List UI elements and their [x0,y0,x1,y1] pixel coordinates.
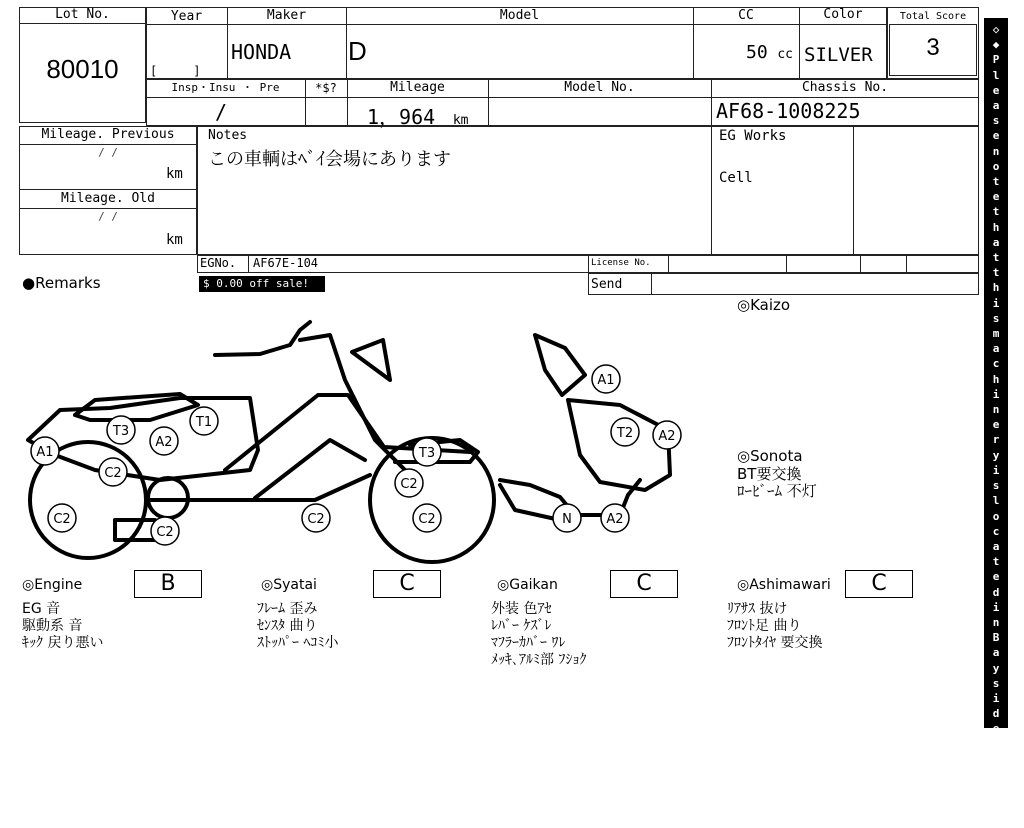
egno-label: EGNo. [200,256,237,270]
cc-number: 50 [746,42,768,63]
mark-a1-left [31,437,59,465]
mileage-previous-unit: km [166,166,183,182]
svg-text:A1: A1 [36,445,54,460]
gaikan-grade: C [610,570,678,598]
syatai-line-3: ｽﾄｯﾊﾟｰ ﾍｺﾐ小 [257,635,339,651]
mark-c2-a [99,458,127,486]
model-no-label: Model No. [564,80,635,95]
svg-text:A1: A1 [597,373,615,388]
engine-line-3: ｷｯｸ 戻り悪い [22,635,104,651]
mark-c2-f [413,504,441,532]
syatai-line-2: ｾﾝｽﾀ 曲り [257,618,318,634]
mileage-old-date: / / [98,210,118,223]
ashimawari-line-1: ﾘｱｻｽ 抜け [727,601,788,617]
mileage-previous-label: Mileage. Previous [41,127,175,142]
notes-label: Notes [208,128,248,143]
eg-works-label: EG Works [719,128,787,144]
ashimawari-grade: C [845,570,913,598]
sonota-label: ◎Sonota [737,447,803,465]
syatai-label: ◎Syatai [261,577,317,593]
model-value: D [348,36,367,66]
syatai-grade: C [373,570,441,598]
svg-text:A2: A2 [658,429,676,444]
mark-t1 [190,407,218,435]
gaikan-line-4: ﾒｯｷ､ｱﾙﾐ部 ﾌｼｮｸ [491,652,587,668]
ashimawari-line-3: ﾌﾛﾝﾄﾀｲﾔ 要交換 [727,635,823,651]
sale-badge: $ 0.00 off sale! [199,276,325,292]
color-label: Color [823,7,863,22]
cc-label: CC [738,8,754,23]
headlight [352,340,390,380]
total-score-label: Total Score [899,11,967,22]
maker-value: HONDA [231,40,292,64]
gaikan-line-1: 外装 色ｱｾ [491,601,552,617]
mileage-unit: km [452,113,469,128]
mark-t3-left [107,416,135,444]
svg-text:C2: C2 [53,512,71,527]
svg-text:C2: C2 [307,512,325,527]
kaizo-label: ◎Kaizo [737,296,791,314]
handlebar [215,322,310,355]
mark-c2-b [48,504,76,532]
maker-label: Maker [266,8,307,23]
svg-text:A2: A2 [155,435,173,450]
mileage-label: Mileage [390,80,445,95]
side-note-text: ◇◆Please note that this machinery is located in Bayside Yard◇◆ [992,23,1000,827]
mark-c2-e [395,469,423,497]
mark-t2 [611,418,639,446]
cc-unit: cc [777,47,793,62]
mark-c2-c [151,517,179,545]
mark-a2-right [653,421,681,449]
lot-number: 80010 [46,54,119,84]
notes-text: この車輌はﾍﾞｲ会場にあります [208,149,451,170]
send-label: Send [591,277,623,292]
rear-body [28,398,258,480]
insp-label: Insp・Insu ・ Pre [171,81,280,94]
svg-text:C2: C2 [156,525,174,540]
mark-t3-right [413,438,441,466]
engine-line-2: 駆動系 音 [22,618,83,634]
egno-value: AF67E-104 [253,256,319,270]
model-label: Model [499,8,540,23]
dollar-label: *$? [315,81,337,95]
svg-text:C2: C2 [418,512,436,527]
insp-value: / [215,100,228,124]
front-view-top [535,335,585,395]
chassis-label: Chassis No. [801,80,889,95]
color-value: SILVER [804,44,873,66]
engine-line-1: EG 音 [22,601,61,617]
mark-c2-d [302,504,330,532]
svg-text:C2: C2 [104,466,122,481]
ashimawari-line-2: ﾌﾛﾝﾄ足 曲り [727,618,802,634]
year-label: Year [170,9,203,24]
svg-text:C2: C2 [400,477,418,492]
syatai-line-1: ﾌﾚｰﾑ 歪み [257,601,318,617]
mark-a1-right [592,365,620,393]
mileage-previous-date: / / [98,146,118,159]
engine-grade: B [134,570,202,598]
frame-lower [255,440,365,498]
mileage-old-unit: km [166,232,183,248]
total-score-value: 3 [926,34,940,61]
gaikan-line-3: ﾏﾌﾗｰｶﾊﾞｰ ﾜﾚ [491,635,566,651]
mileage-number: 1，964 [367,105,436,129]
year-value: [ ] [150,64,201,78]
sonota-line-2: ﾛｰﾋﾞｰﾑ 不灯 [737,482,817,500]
ashimawari-label: ◎Ashimawari [737,577,831,593]
chassis-value: AF68-1008225 [716,99,861,123]
front-view-stand [500,485,560,520]
mark-a2-bottom [601,504,629,532]
gaikan-label: ◎Gaikan [497,577,558,593]
mark-a2-left [150,427,178,455]
mileage-old-label: Mileage. Old [61,191,155,206]
svg-text:T1: T1 [195,415,213,430]
svg-text:A2: A2 [606,512,624,527]
gaikan-line-2: ﾚﾊﾞｰ ｹｽﾞﾚ [491,618,552,634]
cell-label: Cell [719,170,753,186]
engine-label: ◎Engine [22,577,83,593]
sonota-line-1: BT要交換 [737,465,802,483]
svg-text:T3: T3 [112,424,130,439]
license-label: License No. [591,258,651,268]
remarks-label: ●Remarks [22,274,101,292]
mark-n [553,504,581,532]
svg-text:T3: T3 [418,446,436,461]
svg-text:T2: T2 [616,426,634,441]
svg-text:N: N [562,512,572,527]
lot-label: Lot No. [55,7,110,22]
side-note [984,18,1008,827]
